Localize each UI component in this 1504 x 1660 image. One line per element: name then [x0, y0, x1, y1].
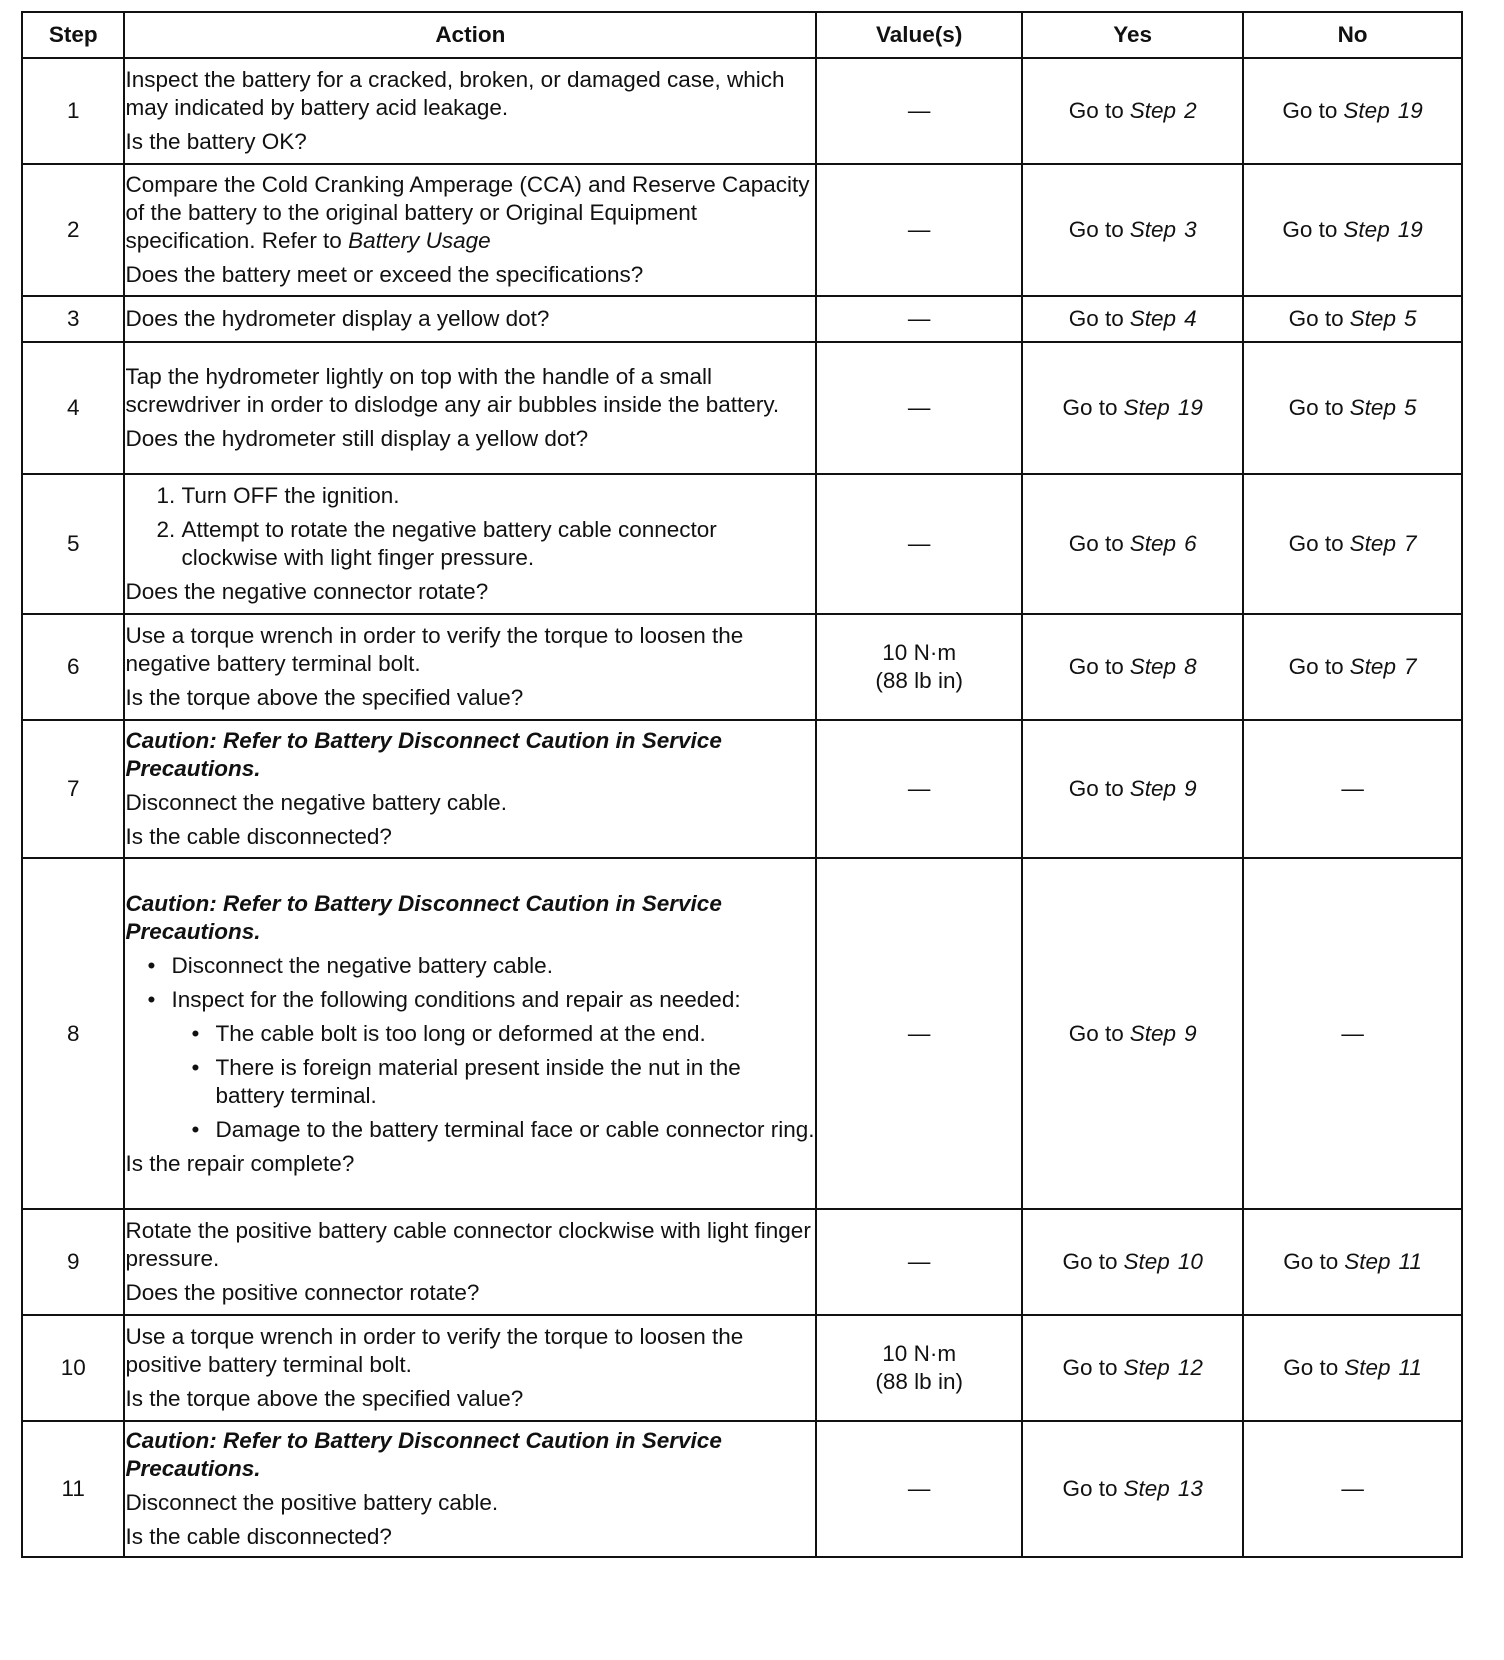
yes-goto: Go to Step 4 — [1068, 306, 1197, 331]
torque-value-metric: 10 N·m — [882, 1341, 957, 1366]
action-cell — [124, 614, 816, 720]
list-item: • Damage to the battery terminal face or cable connector ring. — [215, 1116, 815, 1144]
action-text: Disconnect the positive battery cable. — [125, 1490, 499, 1515]
no-goto: Go to Step 11 — [1283, 1249, 1422, 1274]
action-question: Is the torque above the specified value? — [125, 1386, 524, 1411]
table-row — [22, 58, 1462, 164]
header-row — [22, 12, 1462, 58]
no-goto: Go to Step 7 — [1288, 531, 1417, 556]
yes-cell — [1022, 1421, 1243, 1557]
table-row — [22, 1209, 1462, 1315]
action-text: Tap the hydrometer lightly on top with the handle of a small screwdriver in order to dislodge any air bubbles inside the battery. — [125, 364, 780, 417]
yes-goto: Go to Step 8 — [1068, 654, 1197, 679]
action-question: Is the repair complete? — [125, 1150, 355, 1176]
action-question: Does the negative connector rotate? — [125, 579, 489, 604]
torque-value-imperial: (88 lb in) — [875, 668, 963, 693]
no-cell — [1243, 58, 1462, 164]
header-values: Value(s) — [816, 12, 1022, 58]
no-goto: Go to Step 19 — [1282, 217, 1423, 242]
list-item: • There is foreign material present inside the nut in the battery terminal. — [215, 1054, 815, 1110]
step-number: 1 — [22, 58, 124, 164]
table-row — [22, 720, 1462, 858]
list-item: • Disconnect the negative battery cable. — [171, 952, 815, 980]
header-step: Step — [22, 12, 124, 58]
yes-cell — [1022, 614, 1243, 720]
no-cell — [1243, 342, 1462, 474]
header-action: Action — [124, 12, 816, 58]
action-cell — [124, 1315, 816, 1421]
step-number: 6 — [22, 614, 124, 720]
step-number: 9 — [22, 1209, 124, 1315]
action-cell — [124, 1209, 816, 1315]
yes-goto: Go to Step 2 — [1068, 98, 1197, 123]
action-question: Does the positive connector rotate? — [125, 1280, 480, 1305]
step-number: 5 — [22, 474, 124, 614]
yes-goto: Go to Step 9 — [1068, 1020, 1197, 1046]
caution-text: Caution: Refer to Battery Disconnect Caution in Service Precautions. — [125, 890, 722, 944]
action-question: Is the cable disconnected? — [125, 824, 392, 849]
no-cell: — — [1243, 720, 1462, 858]
step-number: 11 — [22, 1421, 124, 1557]
no-goto: Go to Step 5 — [1288, 306, 1417, 331]
yes-cell — [1022, 474, 1243, 614]
action-cell — [124, 164, 816, 296]
yes-goto: Go to Step 19 — [1062, 395, 1203, 420]
caution-text: Caution: Refer to Battery Disconnect Caution in Service Precautions. — [125, 728, 722, 781]
no-cell — [1243, 1315, 1462, 1421]
yes-goto: Go to Step 6 — [1068, 531, 1197, 556]
yes-cell — [1022, 720, 1243, 858]
action-cell — [124, 720, 816, 858]
value-cell: — — [816, 342, 1022, 474]
action-question: Does the hydrometer still display a yellow dot? — [125, 426, 589, 451]
yes-cell — [1022, 1315, 1243, 1421]
list-item: • Inspect for the following conditions and repair as needed: • The cable bolt is too long or deformed at the end. • There is foreign material present inside the nut in the battery terminal. • Damage to the battery terminal face or cable connector ring. — [171, 986, 815, 1144]
action-cell — [124, 1421, 816, 1557]
table-row — [22, 858, 1462, 1209]
action-text: Use a torque wrench in order to verify the torque to loosen the negative battery terminal bolt. — [125, 623, 744, 676]
no-cell — [1243, 296, 1462, 342]
yes-cell — [1022, 296, 1243, 342]
header-yes: Yes — [1022, 12, 1243, 58]
no-goto: Go to Step 7 — [1288, 654, 1417, 679]
value-cell: — — [816, 58, 1022, 164]
yes-goto: Go to Step 13 — [1062, 1476, 1203, 1501]
yes-goto: Go to Step 3 — [1068, 217, 1197, 242]
yes-cell — [1022, 858, 1243, 1209]
no-goto: Go to Step 19 — [1282, 98, 1423, 123]
yes-goto: Go to Step 12 — [1062, 1355, 1203, 1380]
action-cell — [124, 858, 816, 1209]
no-cell — [1243, 614, 1462, 720]
value-cell: — — [816, 1421, 1022, 1557]
no-cell: — — [1243, 858, 1462, 1209]
action-text: Inspect the battery for a cracked, broken, or damaged case, which may indicated by battery acid leakage. — [125, 67, 785, 120]
table-row — [22, 474, 1462, 614]
list-item: • The cable bolt is too long or deformed at the end. — [215, 1020, 815, 1048]
step-number: 3 — [22, 296, 124, 342]
step-number: 10 — [22, 1315, 124, 1421]
list-item: 1. Turn OFF the ignition. — [181, 482, 815, 510]
value-cell — [816, 1315, 1022, 1421]
yes-cell — [1022, 164, 1243, 296]
table-row — [22, 342, 1462, 474]
header-no: No — [1243, 12, 1462, 58]
torque-value-metric: 10 N·m — [882, 640, 957, 665]
action-question: Does the battery meet or exceed the specifications? — [125, 262, 644, 287]
value-cell: — — [816, 296, 1022, 342]
table-row — [22, 1315, 1462, 1421]
action-text: Compare the Cold Cranking Amperage (CCA) and Reserve Capacity of the battery to the original battery or Original Equipment specification. Refer to Battery Usage — [125, 172, 810, 253]
action-cell — [124, 296, 816, 342]
yes-cell — [1022, 1209, 1243, 1315]
value-cell: — — [816, 474, 1022, 614]
numbered-steps — [125, 482, 815, 572]
battery-usage-reference: Battery Usage — [348, 228, 491, 253]
action-question: Is the battery OK? — [125, 129, 307, 154]
action-question: Is the torque above the specified value? — [125, 685, 524, 710]
yes-goto: Go to Step 10 — [1062, 1249, 1203, 1274]
step-number: 7 — [22, 720, 124, 858]
step-number: 2 — [22, 164, 124, 296]
no-cell — [1243, 474, 1462, 614]
list-item: 2. Attempt to rotate the negative battery cable connector clockwise with light finger pressure. — [181, 516, 815, 572]
yes-cell — [1022, 58, 1243, 164]
action-question: Is the cable disconnected? — [125, 1524, 392, 1549]
value-cell: — — [816, 1209, 1022, 1315]
bullet-list — [125, 952, 815, 1144]
diagnostic-table — [21, 11, 1463, 1558]
action-text: Use a torque wrench in order to verify the torque to loosen the positive battery terminal bolt. — [125, 1324, 744, 1377]
no-goto: Go to Step 5 — [1288, 395, 1417, 420]
step-number: 4 — [22, 342, 124, 474]
no-cell — [1243, 1209, 1462, 1315]
step-number: 8 — [22, 858, 124, 1209]
yes-cell — [1022, 342, 1243, 474]
table-row — [22, 1421, 1462, 1557]
action-cell — [124, 342, 816, 474]
action-text: Disconnect the negative battery cable. — [125, 790, 507, 815]
yes-goto: Go to Step 9 — [1068, 776, 1197, 801]
no-cell: — — [1243, 1421, 1462, 1557]
action-question: Does the hydrometer display a yellow dot? — [125, 306, 550, 331]
value-cell: — — [816, 164, 1022, 296]
table-row — [22, 614, 1462, 720]
caution-text: Caution: Refer to Battery Disconnect Caution in Service Precautions. — [125, 1428, 722, 1481]
value-cell — [816, 614, 1022, 720]
table-row — [22, 164, 1462, 296]
sub-bullet-list — [171, 1020, 815, 1144]
action-text: Rotate the positive battery cable connector clockwise with light finger pressure. — [125, 1218, 811, 1271]
value-cell: — — [816, 858, 1022, 1209]
torque-value-imperial: (88 lb in) — [875, 1369, 963, 1394]
table-row — [22, 296, 1462, 342]
value-cell: — — [816, 720, 1022, 858]
no-goto: Go to Step 11 — [1283, 1355, 1422, 1380]
no-cell — [1243, 164, 1462, 296]
action-cell — [124, 58, 816, 164]
action-cell — [124, 474, 816, 614]
